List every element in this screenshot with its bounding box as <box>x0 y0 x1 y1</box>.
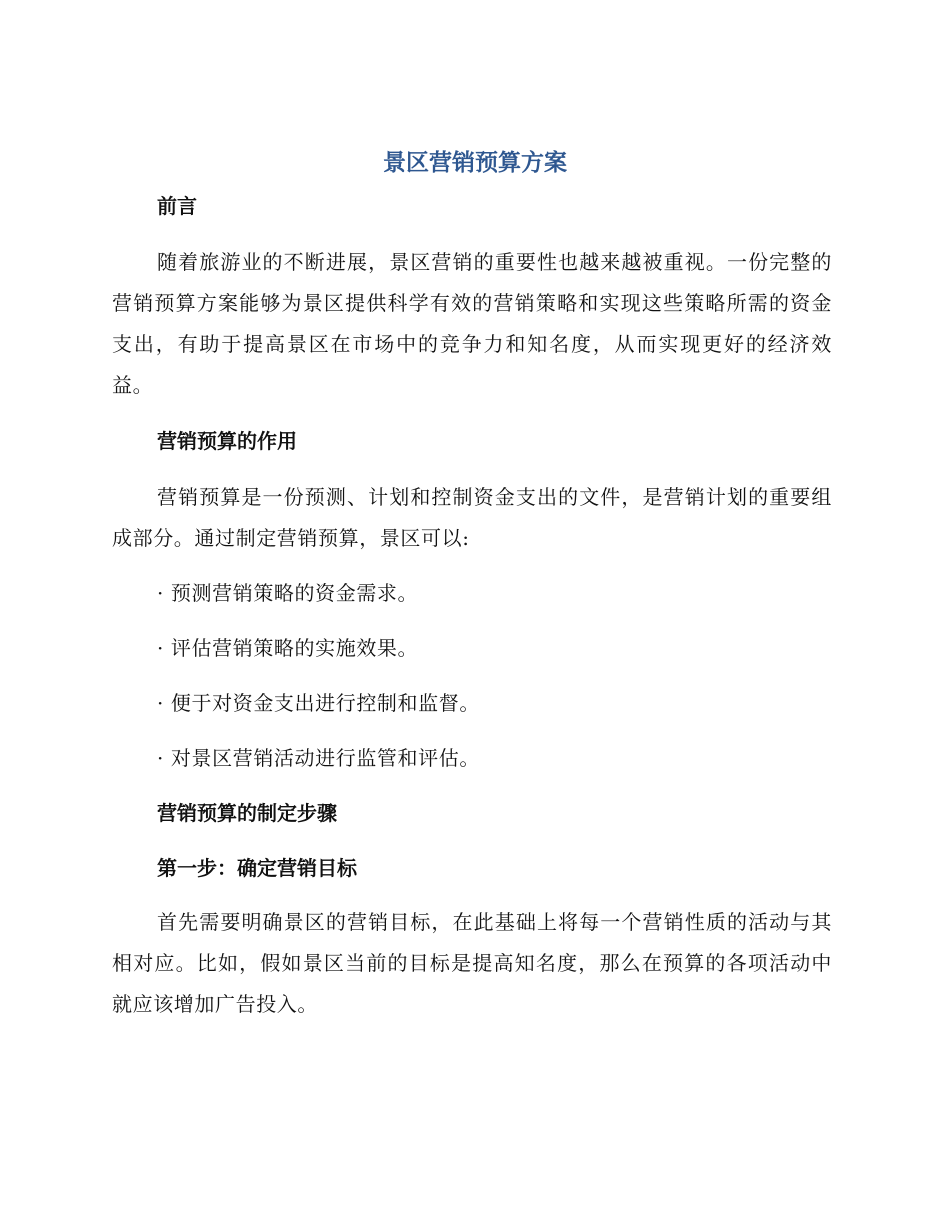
paragraph-intro: 随着旅游业的不断进展，景区营销的重要性也越来越被重视。一份完整的营销预算方案能够为景区提供科学有效的营销策略和实现这些策略所需的资金支出，有助于提高景区在市场中的竞争力和知名度，从而实现更好的经济效益。 <box>112 250 832 397</box>
list-item: · 预测营销策略的资金需求。 <box>157 581 419 605</box>
list-item: · 便于对资金支出进行控制和监督。 <box>157 691 480 715</box>
section-heading-step1: 第一步：确定营销目标 <box>157 856 357 880</box>
list-item: · 对景区营销活动进行监管和评估。 <box>157 746 480 770</box>
section-heading-steps: 营销预算的制定步骤 <box>157 801 337 825</box>
list-item: · 评估营销策略的实施效果。 <box>157 636 419 660</box>
section-heading-intro: 前言 <box>157 194 197 218</box>
section-heading-role: 营销预算的作用 <box>157 429 297 453</box>
paragraph-role: 营销预算是一份预测、计划和控制资金支出的文件，是营销计划的重要组成部分。通过制定营销预算，景区可以: <box>112 485 832 550</box>
document-title: 景区营销预算方案 <box>383 150 567 176</box>
paragraph-step1: 首先需要明确景区的营销目标，在此基础上将每一个营销性质的活动与其相对应。比如，假如景区当前的目标是提高知名度，那么在预算的各项活动中就应该增加广告投入。 <box>112 910 832 1016</box>
